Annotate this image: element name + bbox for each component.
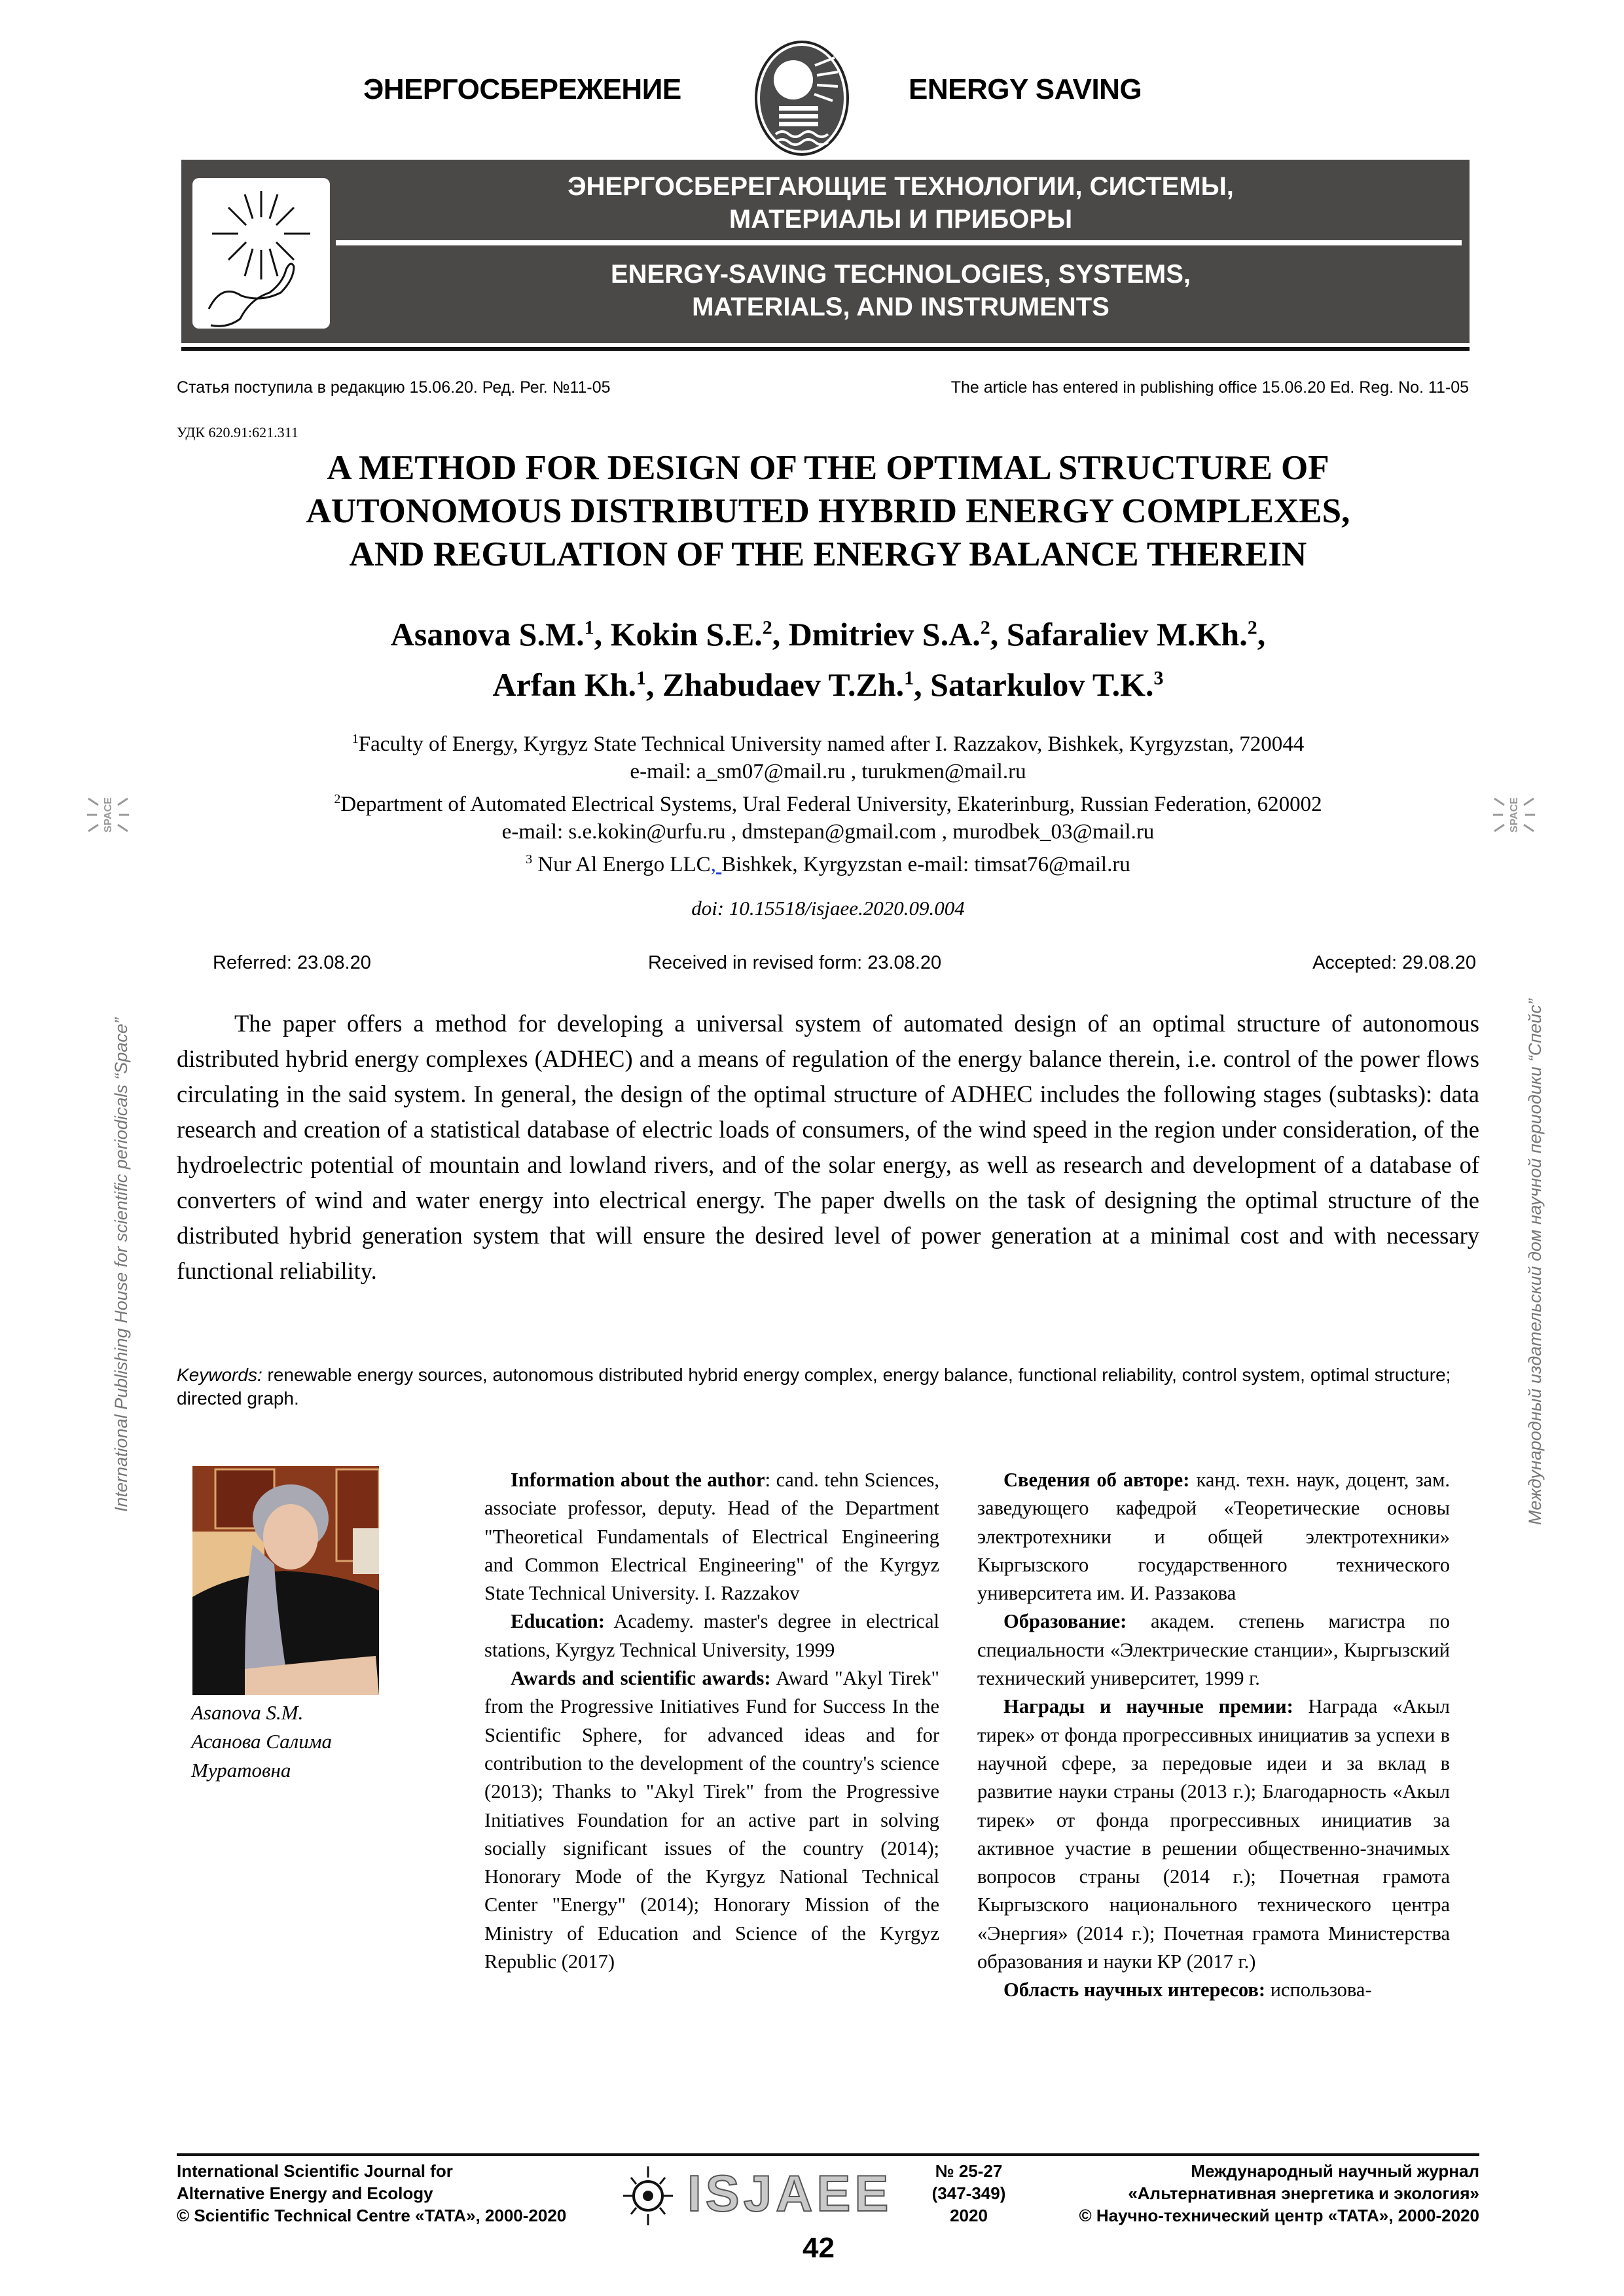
svg-text:SPACE: SPACE [103,797,114,833]
banner-title-ru: ЭНЕРГОСБЕРЕГАЮЩИЕ ТЕХНОЛОГИИ, СИСТЕМЫ, МАТЕРИАЛЫ И ПРИБОРЫ [568,172,1234,234]
affiliation-2: $^2$Department of Automated Electrical Systems, Ural Federal University, Ekaterinburg, Russian Federation, 620002 [334,792,1322,816]
author: Asanova S.M.$^1$ [390,615,594,653]
received-note-en: The article has entered in publishing office 15.06.20 Ed. Reg. No. 11-05 [950,378,1469,397]
author: Arfan Kh.$^1$ [492,666,646,704]
author-photo [192,1466,379,1695]
article-title: A METHOD FOR DESIGN OF THE OPTIMAL STRUCTURE OF AUTONOMOUS DISTRIBUTED HYBRID ENERGY COMPLEXES, AND REGULATION OF THE ENERGY BALANCE THEREIN [306,449,1350,573]
affiliation-1: $^1$Faculty of Energy, Kyrgyz State Technical University named after I. Razzakov, Bishkek, Kyrgyzstan, 720044 [352,732,1305,756]
date-accepted: Accepted: 29.08.20 [1312,952,1476,973]
banner-divider [336,240,1462,245]
affiliation-1-email[interactable]: e-mail: a_sm07@mail.ru , turukmen@mail.ru [630,760,1026,783]
keywords-label: Keywords: [177,1365,262,1385]
isjaee-logo: ISJAEE [687,2164,893,2222]
journal-section-ru: ЭНЕРГОСБЕРЕЖЕНИЕ [363,73,681,105]
abstract: The paper offers a method for developing a universal system of automated design of an optimal structure of autonomous distributed hybrid energy complexes (ADHEC) and a means of regulation of the energy balance therein, i.e. control of the power flows circulating in the said system. In general, the design of the optimal structure of ADHEC includes the following stages (subtasks): data research and creation of a statistical database of electric loads of consumers, of the wind speed in the region under consideration, of the hydroelectric potential of mountain and lowland rivers, and of the solar energy, as well as research and development of a database of converters of wind and water energy into electrical energy. The paper dwells on the task of designing the optimal structure of the distributed hybrid generation system that will ensure the desired level of power generation at a minimal cost and with necessary functional reliability. [177,1010,1479,1284]
author: Zhabudaev T.Zh.$^1$ [662,666,914,704]
footer-journal-ru: Международный научный журнал «Альтернативная энергетика и экология» © Научно-технический центр «TATA», 2000-2020 [1079,2161,1479,2225]
bio-interests: Область научных интересов: использова- [1003,1979,1372,2001]
page-number: 42 [803,2232,835,2264]
publisher-sidebar-ru: Международный издательский дом научной периодики “Спейс” [1525,999,1545,1525]
affiliation-3: $^3$ Nur Al Energo LLC, Bishkek, Kyrgyzstan e-mail: timsat76@mail.ru [526,852,1130,876]
sun-over-hand-icon [192,178,330,329]
affiliation-2-email[interactable]: e-mail: s.e.kokin@urfu.ru , dmstepan@gmail.com , murodbek_03@mail.ru [501,820,1155,844]
author: Satarkulov T.K.$^3$ [930,666,1164,704]
affiliation-link[interactable]: , [710,853,722,876]
footer-issue: № 25-27 (347-349) 2020 [931,2161,1006,2225]
isjaee-emblem-icon [622,2163,674,2229]
author-photo-caption: Asanova S.M. Асанова Салима Муратовна [191,1701,332,1782]
author: Safaraliev M.Kh.$^2$ [1006,615,1257,653]
keywords: Keywords: renewable energy sources, autonomous distributed hybrid energy complex, energy balance, functional reliability, control system, optimal structure; directed graph. [177,1365,1451,1408]
banner-title-en: ENERGY-SAVING TECHNOLOGIES, SYSTEMS, MATERIALS, AND INSTRUMENTS [610,260,1191,321]
author: Kokin S.E.$^2$ [610,615,772,653]
space-logo-icon [85,785,131,844]
bio-education: Education: Academy. master's degree in electrical stations, Kyrgyz Technical University, 1999 [484,1610,939,1661]
footer-rule [177,2153,1479,2156]
received-note-ru: Статья поступила в редакцию 15.06.20. Ред. Рег. №11-05 [177,378,611,397]
doi[interactable]: doi: 10.15518/isjaee.2020.09.004 [691,897,965,920]
bio-education: Образование: академ. степень магистра по специальности «Электрические станции», Кыргызский технический университет, 1999 г. [977,1610,1450,1690]
bio-awards: Awards and scientific awards: Award "Akyl Tirek" from the Progressive Initiatives Fund for Success In the Scientific Sphere, for advanced ideas and for contribution to the development of the country's science (2013); Thanks to "Akyl Tirek" from the Progressive Initiatives Foundation for an active part in solving socially significant issues of the country (2014); Honorary Mode of the Kyrgyz National Technical Center "Energy" (2014); Honorary Mission of the Ministry of Education and Science of the Kyrgyz Republic (2017) [484,1667,939,1973]
sun-water-emblem-icon [746,39,857,157]
author-list: Asanova S.M.$^1$, Kokin S.E.$^2$, Dmitriev S.A.$^2$, Safaraliev M.Kh.$^2$, Arfan Kh.$^1$, Zhabudaev T.Zh.$^1$, Satarkulov T.K.$^3$ [390,615,1266,704]
footer-journal-en: International Scientific Journal for Alternative Energy and Ecology © Scientific Technical Centre «TATA», 2000-2020 [177,2161,567,2225]
date-referred: Referred: 23.08.20 [213,952,371,973]
bio-info: Information about the author: cand. tehn Sciences, associate professor, deputy. Head of the Department "Theoretical Fundamentals of Electrical Engineering and Common Electrical Engineering" of the Kyrgyz State Technical University. I. Razzakov [484,1469,939,1605]
space-logo-icon [1491,785,1537,844]
affiliations [177,725,1479,878]
section-banner [181,160,1470,343]
author-bio-en [484,1466,939,1976]
journal-section-en: ENERGY SAVING [909,73,1142,105]
author-bio-ru [977,1466,1450,2005]
date-revised: Received in revised form: 23.08.20 [648,952,942,973]
author: Dmitriev S.A.$^2$ [788,615,990,653]
affiliation-3-email[interactable]: timsat76@mail.ru [974,853,1130,876]
publisher-sidebar-en: International Publishing House for scientific periodicals “Space” [111,1018,131,1512]
udk-code: УДК 620.91:621.311 [177,424,298,440]
bio-info: Сведения об авторе: канд. техн. наук, доцент, зам. заведующего кафедрой «Теоретические основы электротехники и общей электротехники» Кыргызского государственного технического университета им. И. Раззакова [977,1469,1450,1605]
banner-rule [181,347,1470,351]
svg-text:SPACE: SPACE [1509,797,1520,833]
bio-awards: Награды и научные премии: Награда «Акыл тирек» от фонда прогрессивных инициатив за успехи в научной сфере, за передовые идеи и за вклад в развитие науки страны (2013 г.); Благодарность «Акыл тирек» от фонда прогрессивных инициатив за активное участие в решении общественно-значимых вопросов страны (2014 г.); Почетная грамота Кыргызского национального технического центра «Энергия» (2014 г.); Почетная грамота Министерства образования и науки КР (2017 г.) [977,1695,1450,1973]
